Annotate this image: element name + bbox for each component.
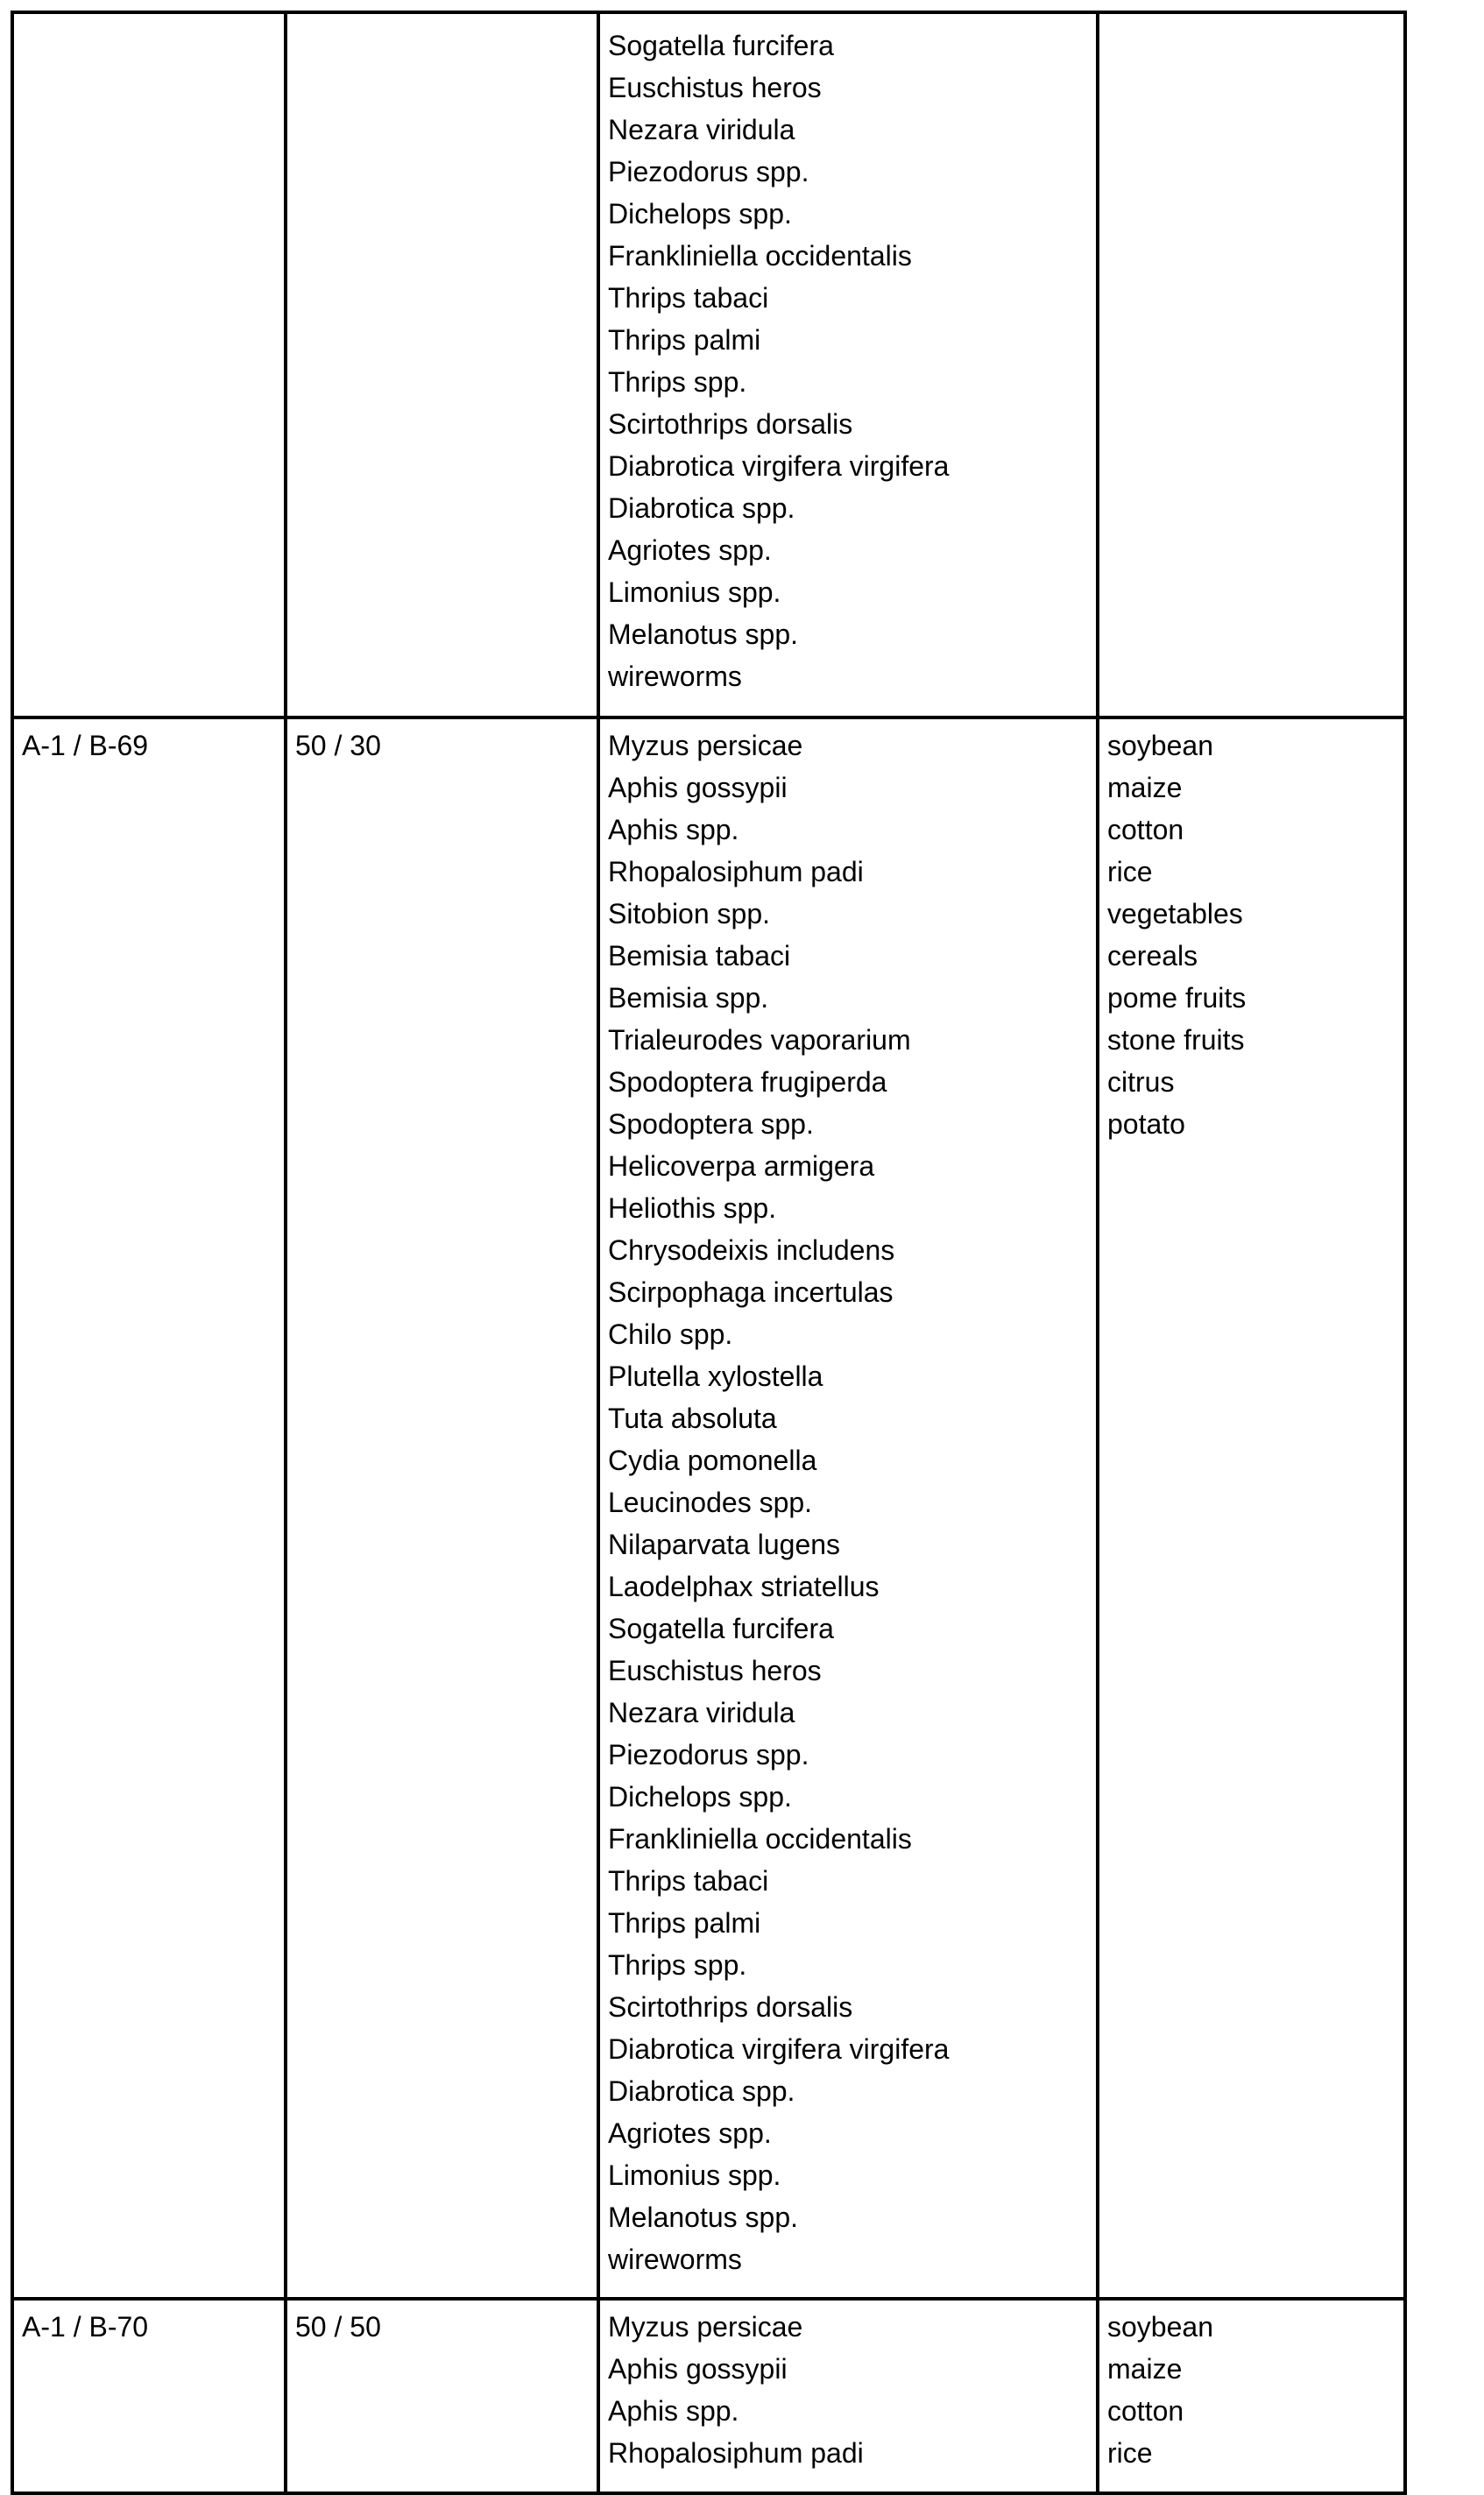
pest-name: Plutella xylostella — [608, 1361, 823, 1392]
crop-name: vegetables — [1107, 898, 1243, 929]
crops-cell — [1098, 717, 1405, 2299]
pest-name: Aphis gossypii — [608, 772, 788, 803]
ratio-cell-text: 50 / 50 — [295, 2311, 381, 2343]
pest-name: Frankliniella occidentalis — [608, 240, 912, 272]
pest-name: Chilo spp. — [608, 1318, 733, 1350]
pest-name: wireworms — [608, 2244, 742, 2275]
crops-cell — [1098, 2299, 1405, 2493]
pest-name: Nezara viridula — [608, 114, 795, 145]
pest-name: Sogatella furcifera — [608, 1613, 834, 1644]
crop-name: soybean — [1107, 730, 1213, 761]
pest-name: Diabrotica virgifera virgifera — [608, 450, 950, 482]
pest-name: Thrips spp. — [608, 1949, 747, 1981]
pest-name: Euschistus heros — [608, 72, 822, 103]
table-body — [12, 12, 1405, 2493]
pest-name: Aphis spp. — [608, 814, 739, 845]
pest-name: Heliothis spp. — [608, 1192, 777, 1224]
ratio-cell-text: 50 / 30 — [295, 730, 381, 761]
ratio-cell — [286, 2299, 598, 2493]
crop-name: rice — [1107, 2437, 1153, 2469]
pest-name: Frankliniella occidentalis — [608, 1823, 912, 1855]
pest-name: Scirpophaga incertulas — [608, 1276, 894, 1308]
pest-name: Piezodorus spp. — [608, 156, 809, 187]
pest-name: Agriotes spp. — [608, 534, 772, 566]
pests-cell — [598, 717, 1098, 2299]
crop-name: cotton — [1107, 2395, 1184, 2427]
table-row — [12, 12, 1405, 717]
pest-control-table — [11, 11, 1407, 2495]
crop-name: stone fruits — [1107, 1024, 1245, 1056]
pest-name: Diabrotica spp. — [608, 2075, 795, 2107]
pest-name: Nilaparvata lugens — [608, 1529, 841, 1560]
crops-cell — [1098, 12, 1405, 717]
crop-name: maize — [1107, 772, 1183, 803]
combination-cell — [12, 12, 286, 717]
pest-name: Limonius spp. — [608, 576, 781, 608]
pest-name: Bemisia spp. — [608, 982, 769, 1014]
pest-name: Cydia pomonella — [608, 1445, 817, 1476]
pest-name: Rhopalosiphum padi — [608, 856, 864, 887]
pest-name: Melanotus spp. — [608, 2202, 799, 2233]
pest-name: wireworms — [608, 661, 742, 692]
ratio-cell — [286, 717, 598, 2299]
pest-name: Sogatella furcifera — [608, 30, 834, 61]
pest-name: Helicoverpa armigera — [608, 1150, 875, 1182]
pest-name: Diabrotica spp. — [608, 492, 795, 524]
crop-name: cereals — [1107, 940, 1198, 972]
pest-name: Rhopalosiphum padi — [608, 2437, 864, 2469]
pest-name: Spodoptera spp. — [608, 1108, 814, 1140]
pest-name: Aphis spp. — [608, 2395, 739, 2427]
pests-cell — [598, 2299, 1098, 2493]
crop-name: soybean — [1107, 2311, 1213, 2343]
pest-name: Nezara viridula — [608, 1697, 795, 1728]
pest-name: Melanotus spp. — [608, 618, 799, 650]
pest-name: Tuta absoluta — [608, 1403, 777, 1434]
ratio-cell-text — [295, 25, 589, 67]
pest-name: Dichelops spp. — [608, 198, 792, 230]
pests-cell — [598, 12, 1098, 717]
table-row — [12, 2299, 1405, 2493]
pest-name: Scirtothrips dorsalis — [608, 408, 853, 440]
combination-cell-text: A-1 / B-69 — [22, 730, 149, 761]
pest-name: Laodelphax striatellus — [608, 1571, 880, 1602]
pest-name: Thrips tabaci — [608, 1865, 769, 1897]
pest-name: Myzus persicae — [608, 2311, 803, 2343]
pest-name: Piezodorus spp. — [608, 1739, 809, 1771]
pest-name: Limonius spp. — [608, 2159, 781, 2191]
crop-name: maize — [1107, 2353, 1183, 2385]
pest-name: Dichelops spp. — [608, 1781, 792, 1813]
pest-name: Scirtothrips dorsalis — [608, 1991, 853, 2023]
pest-name: Thrips tabaci — [608, 282, 769, 314]
pest-name: Bemisia tabaci — [608, 940, 791, 972]
combination-cell-text: A-1 / B-70 — [22, 2311, 149, 2343]
crop-name: citrus — [1107, 1066, 1175, 1098]
pest-name: Diabrotica virgifera virgifera — [608, 2033, 950, 2065]
ratio-cell — [286, 12, 598, 717]
pest-name: Agriotes spp. — [608, 2117, 772, 2149]
pest-name: Trialeurodes vaporarium — [608, 1024, 911, 1056]
pest-name: Thrips palmi — [608, 1907, 761, 1939]
pest-name: Euschistus heros — [608, 1655, 822, 1686]
pest-name: Chrysodeixis includens — [608, 1234, 895, 1266]
table-row — [12, 717, 1405, 2299]
combination-cell — [12, 2299, 286, 2493]
pest-name: Spodoptera frugiperda — [608, 1066, 887, 1098]
crop-name: rice — [1107, 856, 1153, 887]
combination-cell — [12, 717, 286, 2299]
pest-name: Sitobion spp. — [608, 898, 771, 929]
pest-name: Thrips palmi — [608, 324, 761, 356]
combination-cell-text — [22, 25, 276, 67]
pest-name: Thrips spp. — [608, 366, 747, 398]
pest-name: Leucinodes spp. — [608, 1487, 813, 1518]
crop-name: cotton — [1107, 814, 1184, 845]
crop-name: potato — [1107, 1108, 1185, 1140]
pest-name: Aphis gossypii — [608, 2353, 788, 2385]
crop-name: pome fruits — [1107, 982, 1247, 1014]
pest-name: Myzus persicae — [608, 730, 803, 761]
